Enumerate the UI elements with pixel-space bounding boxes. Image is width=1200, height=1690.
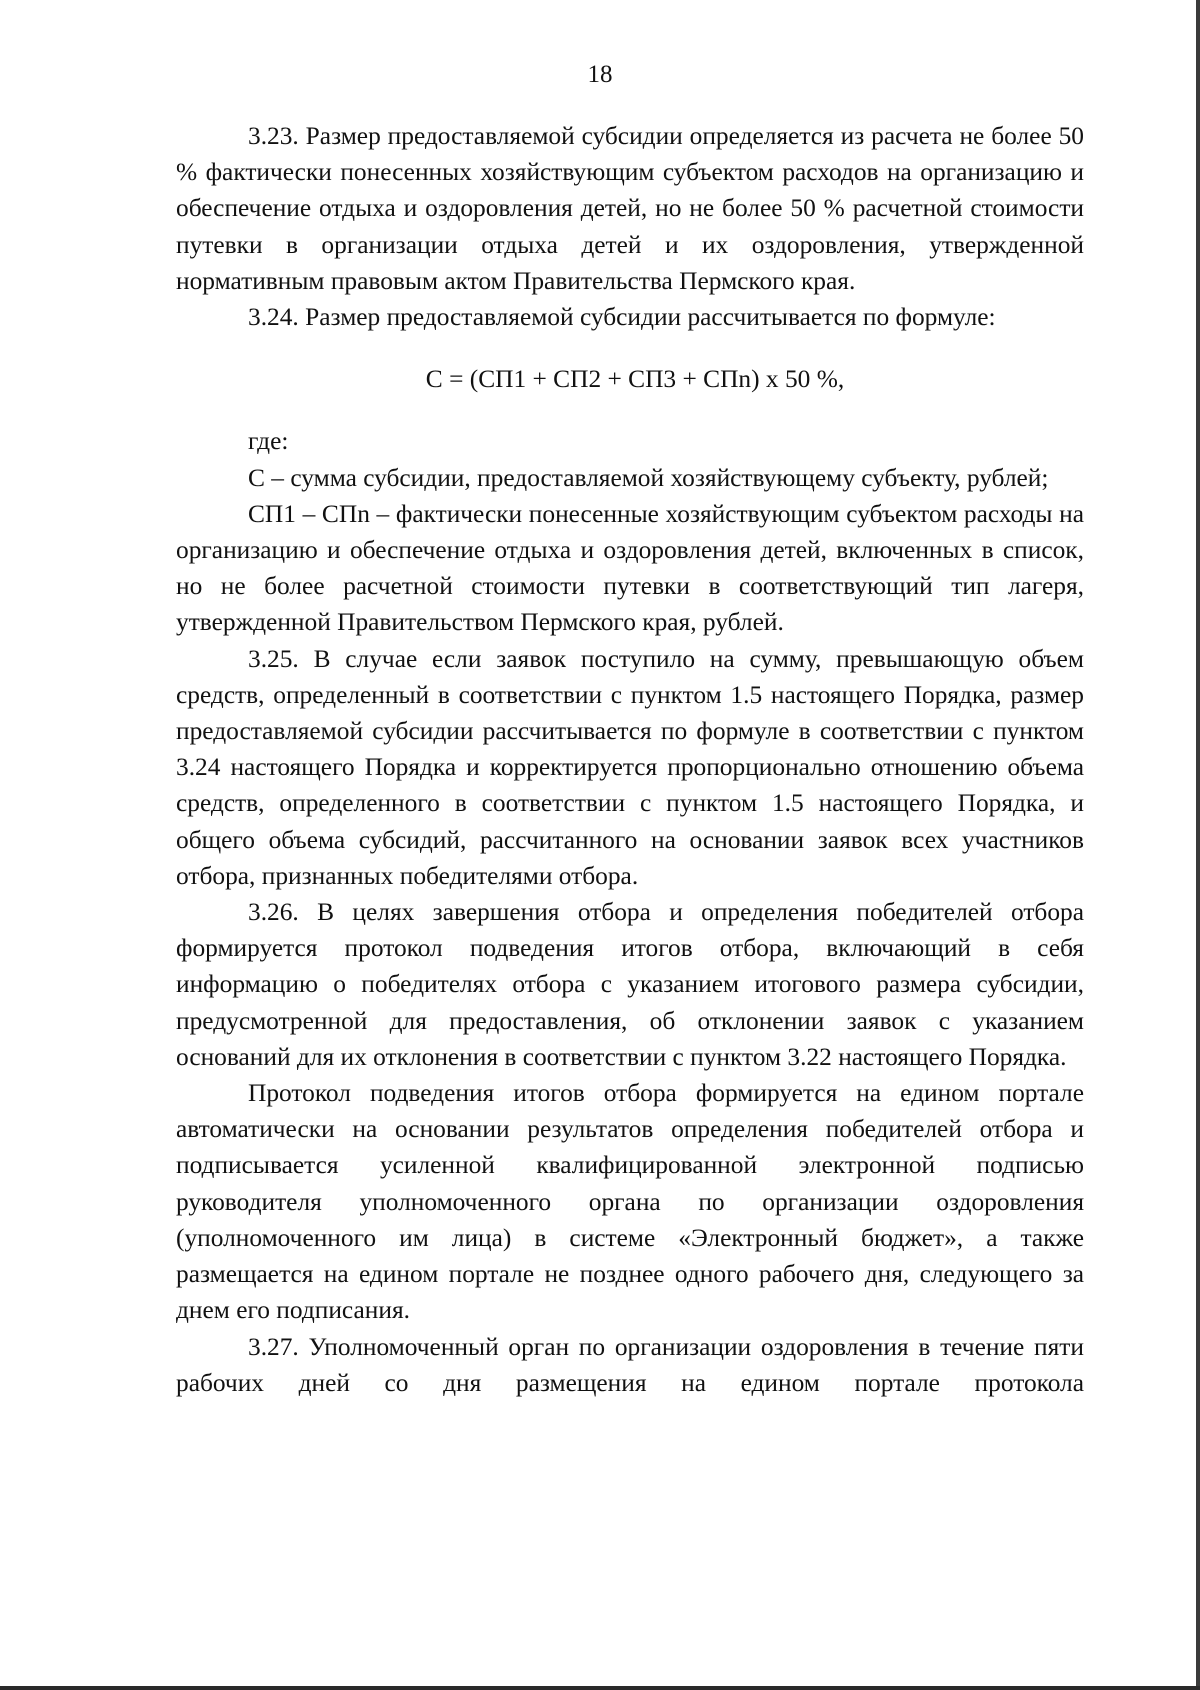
formula: С = (СП1 + СП2 + СП3 + СПn) х 50 %, [425,365,845,394]
definition-c: С – сумма субсидии, предоставляемой хозяйствующему субъекту, рублей; [248,463,1049,492]
paragraph-3-24: 3.24. Размер предоставляемой субсидии рассчитывается по формуле: [248,303,996,332]
scan-edge-right [1196,0,1200,1690]
definition-sp: СП1 – СПn – фактически понесенные хозяйствующим субъектом расходы на организацию и обеспечение отдыха и оздоровления детей, включенных в список, но не более расчетной стоимости путевки в соответствующий тип лагеря, утвержденной Правительством Пермского края, рублей. [176,499,1084,637]
paragraph-3-27: 3.27. Уполномоченный орган по организации оздоровления в течение пяти рабочих дней со дня размещения на едином портале протокола [176,1332,1084,1397]
scan-edge-bottom [0,1686,1200,1690]
page-number: 18 [587,61,613,88]
document-body [176,118,1084,1401]
paragraph-3-26: 3.26. В целях завершения отбора и определения победителей отбора формируется протокол подведения итогов отбора, включающий в себя информацию о победителях отбора с указанием итогового размера субсидии, предусмотренной для предоставления, об отклонении заявок с указанием оснований для их отклонения в соответствии с пунктом 3.22 настоящего Порядка. [176,898,1084,1071]
where-label: где: [248,427,289,456]
paragraph-protocol: Протокол подведения итогов отбора формируется на едином портале автоматически на основании результатов определения победителей отбора и подписывается усиленной квалифицированной электронной подписью руководителя уполномоченного органа по организации оздоровления (уполномоченного им лица) в системе «Электронный бюджет», а также размещается на едином портале не позднее одного рабочего дня, следующего за днем его подписания. [176,1079,1084,1325]
paragraph-3-25: 3.25. В случае если заявок поступило на сумму, превышающую объем средств, определенный в соответствии с пунктом 1.5 настоящего Порядка, размер предоставляемой субсидии рассчитывается по формуле в соответствии с пунктом 3.24 настоящего Порядка и корректируется пропорционально отношению объема средств, определенного в соответствии с пунктом 1.5 настоящего Порядка, и общего объема субсидий, рассчитанного на основании заявок всех участников отбора, признанных победителями отбора. [176,644,1084,890]
paragraph-3-23: 3.23. Размер предоставляемой субсидии определяется из расчета не более 50 % фактически понесенных хозяйствующим субъектом расходов на организацию и обеспечение отдыха и оздоровления детей, но не более 50 % расчетной стоимости путевки в организации отдыха детей и их оздоровления, утвержденной нормативным правовым актом Правительства Пермского края. [176,122,1084,295]
